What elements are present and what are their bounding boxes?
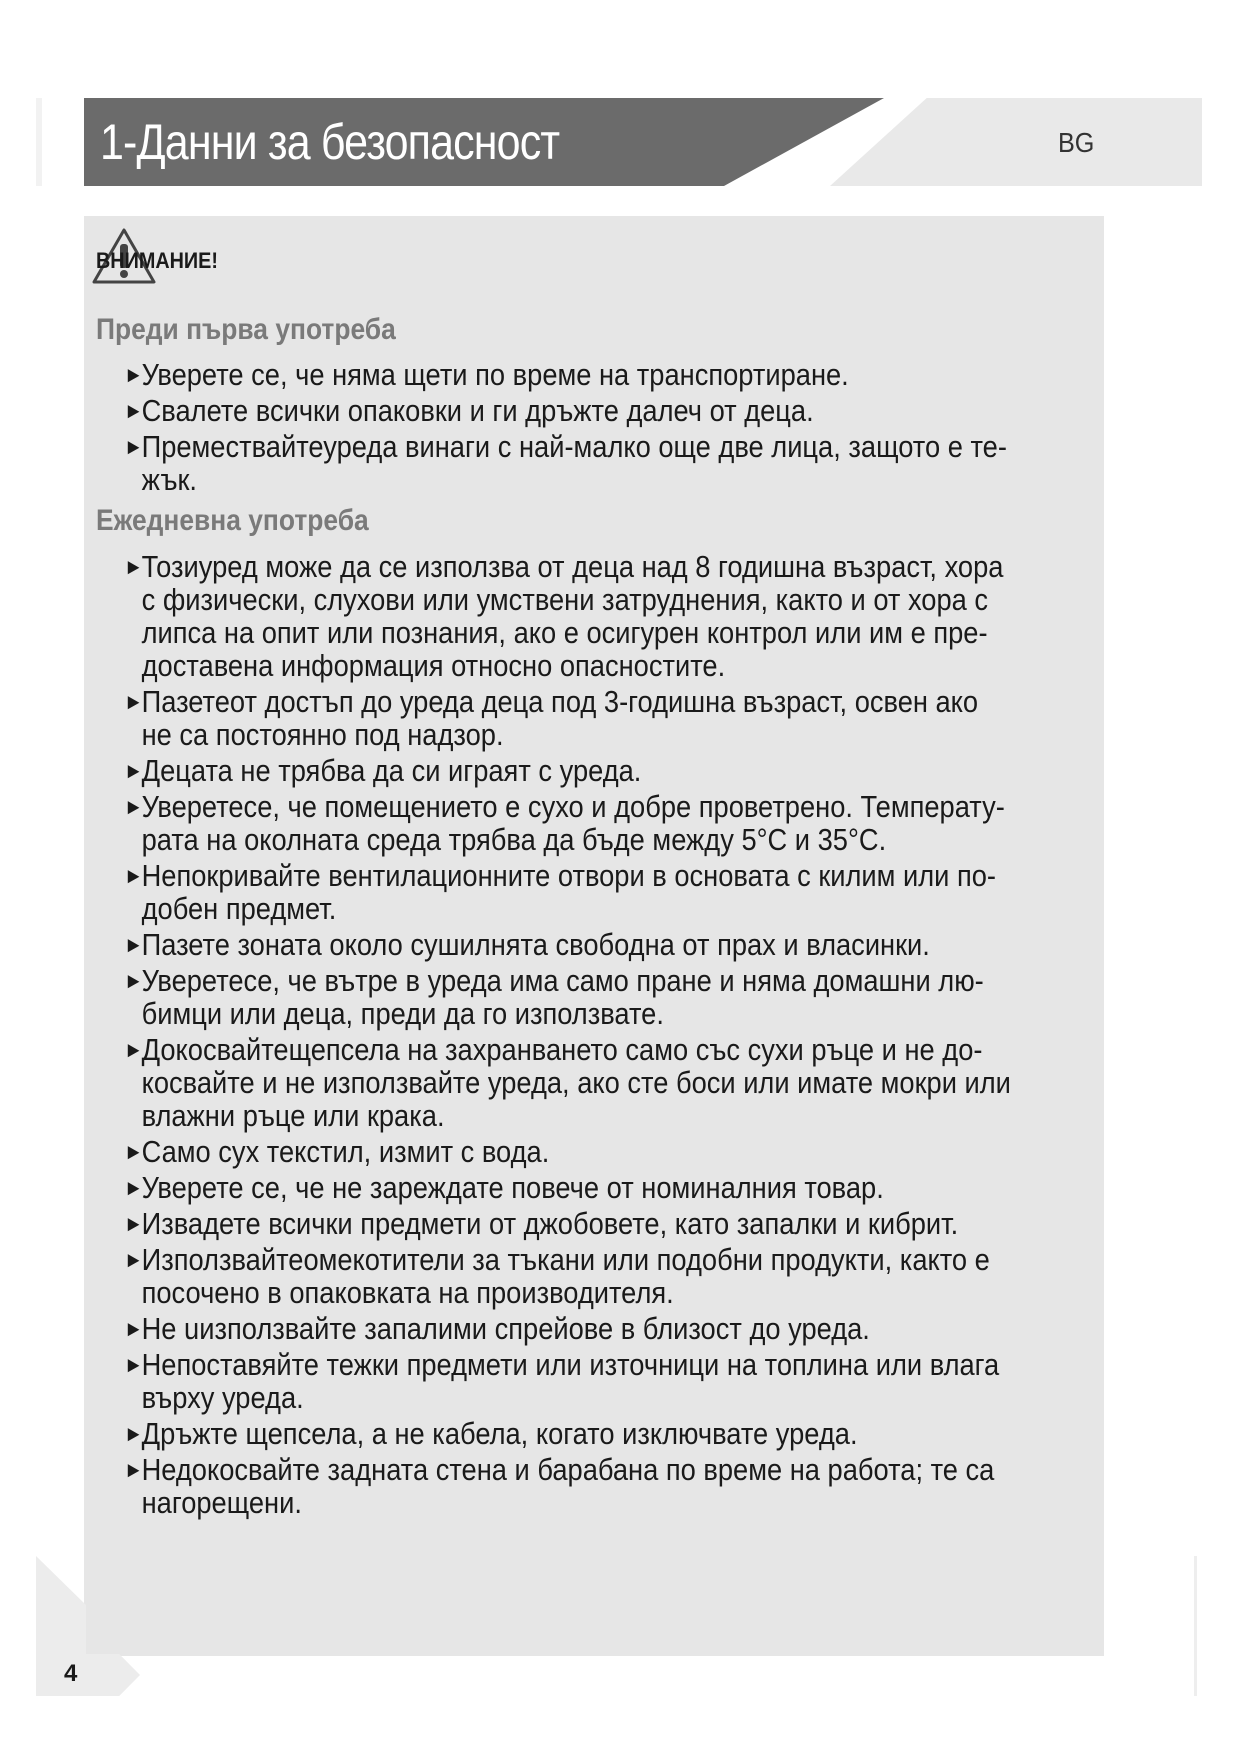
bullet-arrow-icon: ► bbox=[124, 1421, 144, 1446]
bullet-arrow-icon: ► bbox=[124, 1175, 144, 1200]
bullet-arrow-icon: ► bbox=[124, 1457, 144, 1482]
list-item bbox=[124, 1135, 1013, 1168]
list-item bbox=[124, 1171, 1013, 1204]
list-item bbox=[124, 1207, 1013, 1240]
list-item-text: Уверете се, че няма щети по време на транспортиране. bbox=[141, 357, 849, 392]
list-item bbox=[124, 1312, 1013, 1345]
list-item bbox=[124, 1453, 1013, 1519]
list-item bbox=[124, 394, 1013, 427]
list-item bbox=[124, 1033, 1013, 1132]
page-number-tab bbox=[36, 1654, 140, 1696]
list-item-text: Не uизползвайте запалими спрейове в близост до уреда. bbox=[141, 1311, 870, 1346]
bullet-arrow-icon: ► bbox=[124, 1247, 144, 1272]
list-item bbox=[124, 964, 1013, 1030]
bullet-arrow-icon: ► bbox=[124, 794, 144, 819]
list-item-text: Дръжте щепсела, а не кабела, когато изключвате уреда. bbox=[141, 1416, 858, 1451]
bullet-arrow-icon: ► bbox=[124, 758, 144, 783]
list-item-text: Тозиуред може да се използва от деца над 8 годишна възраст, хора с физически, слухови или умствени затруднения, както и от хора с липса на опит или познания, ако е осигурен контрол или им е пре-доставена информация относно опасностите. bbox=[141, 549, 1004, 683]
list-item bbox=[124, 1348, 1013, 1414]
header-banner-light bbox=[830, 98, 1202, 186]
list-item-text: Непокривайте вентилационните отвори в основата с килим или по-добен предмет. bbox=[141, 858, 997, 926]
bullet-arrow-icon: ► bbox=[124, 932, 144, 957]
bullet-arrow-icon: ► bbox=[124, 434, 144, 459]
list-item bbox=[124, 685, 1013, 751]
list-item bbox=[124, 1243, 1013, 1309]
language-code: BG bbox=[1058, 127, 1095, 158]
right-edge-line bbox=[1194, 1556, 1197, 1696]
list-item-text: Използвайтеомекотители за тъкани или подобни продукти, както е посочено в опаковката на производителя. bbox=[141, 1242, 990, 1310]
list-item-text: Докосвайтещепсела на захранването само със сухи ръце и не до-косвайте и не използвайте уреда, ако сте боси или имате мокри или влажни ръце или крака. bbox=[141, 1032, 1011, 1133]
list-item bbox=[124, 1417, 1013, 1450]
list-item bbox=[124, 928, 1013, 961]
bullet-arrow-icon: ► bbox=[124, 554, 144, 579]
list-item-text: Непоставяйте тежки предмети или източници на топлина или влага върху уреда. bbox=[141, 1347, 1000, 1415]
bullet-arrow-icon: ► bbox=[124, 1352, 144, 1377]
list-item-text: Свалете всички опаковки и ги дръжте далеч от деца. bbox=[141, 393, 814, 428]
bullet-arrow-icon: ► bbox=[124, 968, 144, 993]
list-item-text: Недокосвайте задната стена и барабана по време на работа; те са нагорещени. bbox=[141, 1452, 995, 1520]
list-item-text: Премествайтеуреда винаги с най-малко още две лица, защото е те-жък. bbox=[141, 429, 1007, 497]
list-item-text: Само сух текстил, измит с вода. bbox=[141, 1134, 550, 1169]
bullet-arrow-icon: ► bbox=[124, 1211, 144, 1236]
list-item bbox=[124, 430, 1013, 496]
bullet-arrow-icon: ► bbox=[124, 689, 144, 714]
bullet-arrow-icon: ► bbox=[124, 398, 144, 423]
list-item bbox=[124, 790, 1013, 856]
bullet-arrow-icon: ► bbox=[124, 1037, 144, 1062]
bullet-list-daily-use bbox=[124, 550, 1013, 1522]
list-item-text: Децата не трябва да си играят с уреда. bbox=[141, 753, 642, 788]
list-item-text: Уверете се, че не зареждате повече от номиналния товар. bbox=[141, 1170, 884, 1205]
list-item bbox=[124, 754, 1013, 787]
bullet-arrow-icon: ► bbox=[124, 1139, 144, 1164]
list-item bbox=[124, 358, 1013, 391]
list-item-text: Уверетесе, че вътре в уреда има само пране и няма домашни лю-бимци или деца, преди да го използвате. bbox=[141, 963, 984, 1031]
bullet-arrow-icon: ► bbox=[124, 362, 144, 387]
bullet-list-before-first-use bbox=[124, 358, 1013, 499]
list-item-text: Извадете всички предмети от джобовете, като запалки и кибрит. bbox=[141, 1206, 959, 1241]
section-heading-before-first-use: Преди първа употреба bbox=[96, 313, 396, 346]
list-item-text: Пазетеот достъп до уреда деца под 3-годишна възраст, освен ако не са постоянно под надзор. bbox=[141, 684, 979, 752]
list-item-text: Уверетесе, че помещението е сухо и добре проветрено. Температу-рата на околната среда трябва да бъде между 5°C и 35°C. bbox=[141, 789, 1005, 857]
list-item bbox=[124, 859, 1013, 925]
page-title: 1-Данни за безопасност bbox=[100, 114, 560, 170]
header-left-edge bbox=[36, 98, 42, 186]
list-item bbox=[124, 550, 1013, 682]
bullet-arrow-icon: ► bbox=[124, 1316, 144, 1341]
bullet-arrow-icon: ► bbox=[124, 863, 144, 888]
warning-label: ВНИМАНИЕ! bbox=[96, 248, 218, 273]
page-number: 4 bbox=[64, 1660, 78, 1687]
section-heading-daily-use: Ежедневна употреба bbox=[96, 504, 369, 537]
list-item-text: Пазете зоната около сушилнята свободна от прах и власинки. bbox=[141, 927, 930, 962]
